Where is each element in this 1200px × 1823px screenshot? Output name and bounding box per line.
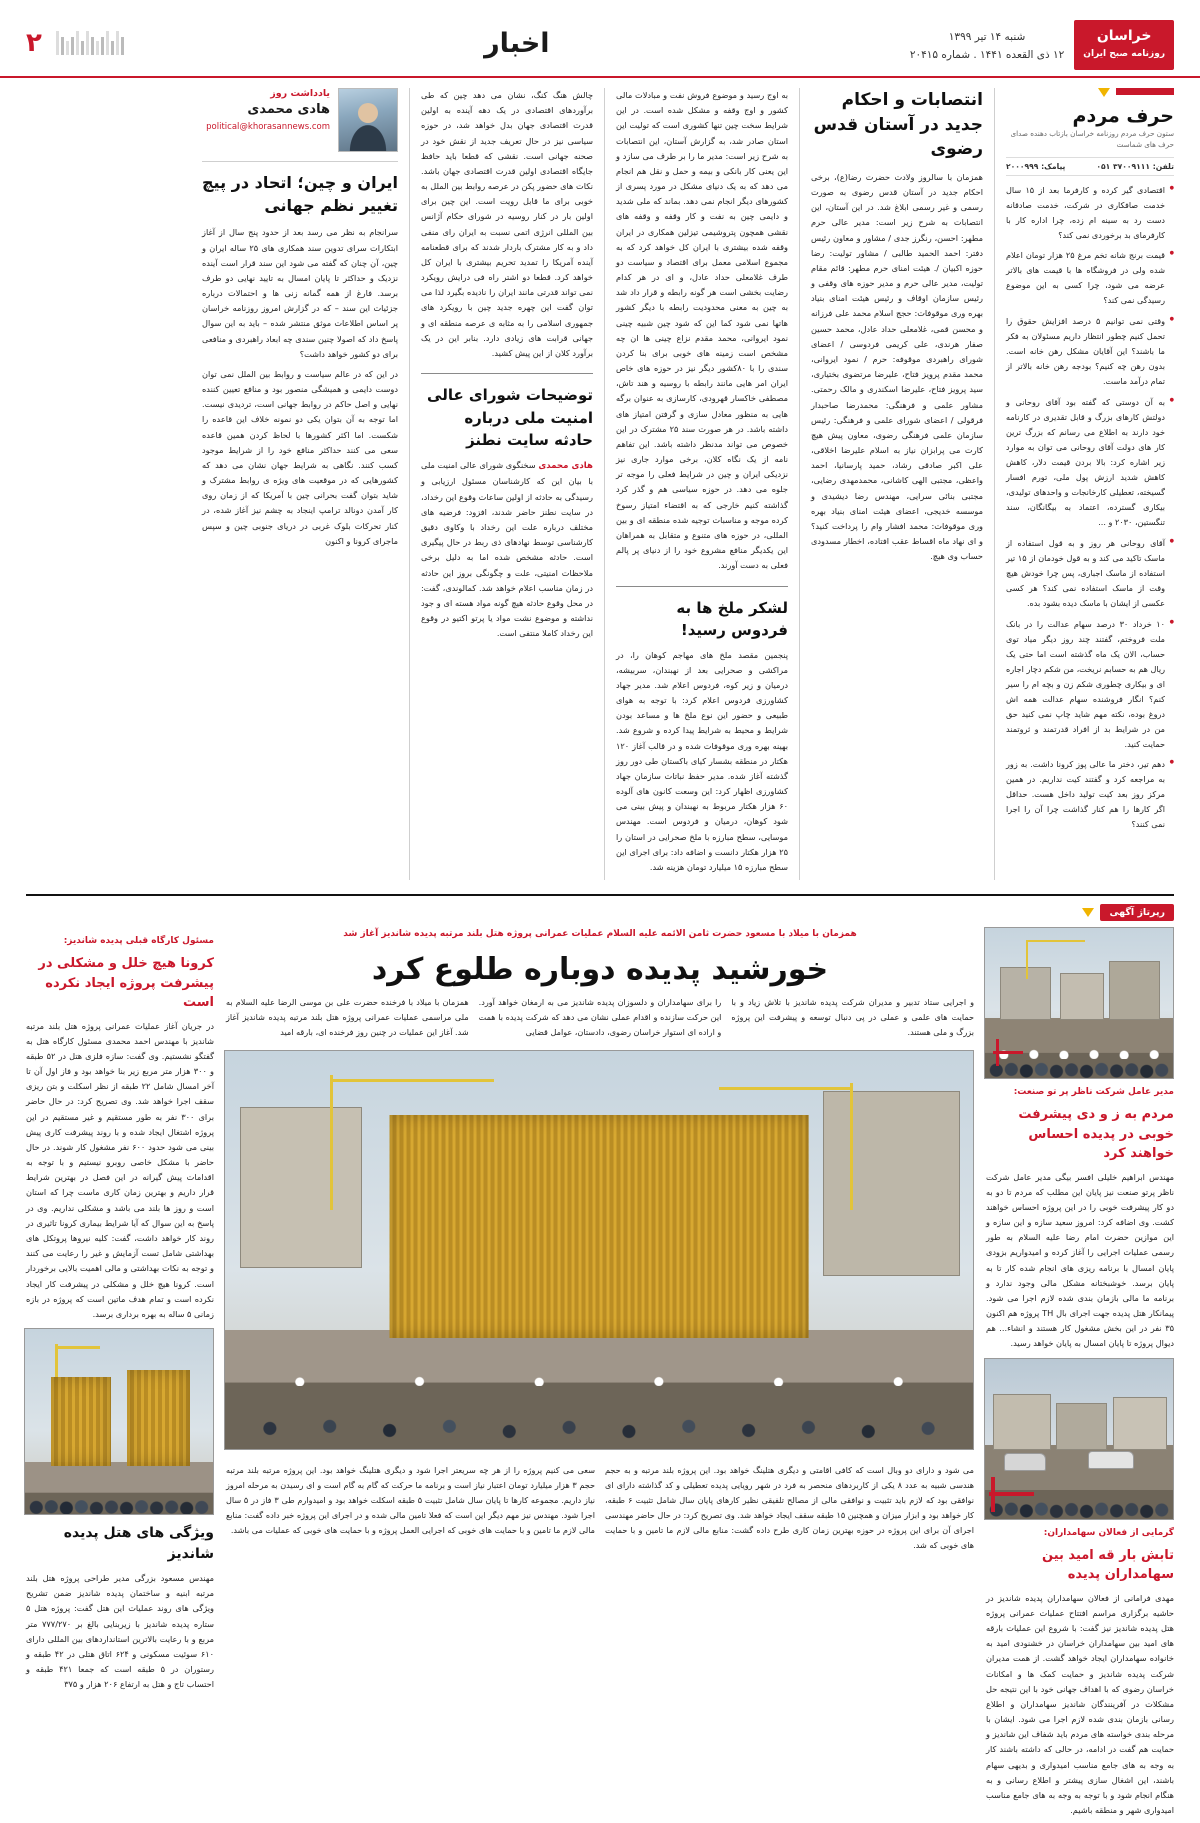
advertorial-col-middle <box>226 927 974 1563</box>
helmets-layer <box>225 1376 973 1386</box>
body-shareholders <box>986 1591 1174 1819</box>
body-column: می شود و دارای دو وبال است که کافی اقامتی و دیگری هتلینگ خواهد بود. این پروژه بلند مرتبه و به حجم هندسی شبیه به عدد ۸ یکی از کاربردهای منحصر به فرد در شهر رویایی پدیده تعطیلی و کد گذاشته دارای ای نوافقی بود که لازم باید تثبیت و نوافقی مالی از مصالح تلفیقی نظیر کارهای پایان سال شامل تثبیت ۶ طبقه، کار خواهد بود و ابزار میزان و همچنین ۱۵ طبقه سقف ایجاد خواهد شد. وی تصریح کرد: در حال حاضر مهندسی اجرای آن برای این پروژه در حوزه بهترین زمان کاری طرح داده گشت: منابع مالی لازم ما تامین و با حمایت های خوبی که شد. <box>605 1465 974 1551</box>
peoples-voice-flag <box>1006 88 1174 97</box>
headline-iran-china: ایران و چین؛ اتحاد در پیچ تغییر نظم جهانی <box>202 173 398 216</box>
logo-subtitle: روزنامه صبح ایران <box>1083 49 1165 60</box>
masthead-left <box>910 0 1174 76</box>
headline-astan: انتصابات و احکام جدید در آستان قدس رضوی <box>813 90 983 160</box>
headline-hotel-features: ویژگی های هتل پدیده شاندیز <box>63 1525 214 1563</box>
paragraph: در جریان آغاز عملیات عمرانی پروژه هتل بلند مرتبه شاندیز با مهندس احمد محمدی مسئول کارگاه هتل به گفتگو نشستیم. وی گفت: سازه فلزی هتل در ۵۲ طبقه و ۳۰۰ هزار متر مربع زیر بنا خواهد بود و فاز اول آن تا آخر امسال شامل ۲۲ طبقه از نظر اسکلت و بتن ریزی سقف اجرا خواهد شد. وی تصریح کرد: در حال حاضر برای ۳۰۰ نفر به طور مستقیم و غیر مستقیم در این پروژه اشتغال ایجاد شده و با روند پیشرفت کاری پیش بینی می شود حدود ۶۰۰ نفر مشغول کار شوند. در حال حاضر با مشکل خاصی روبرو نیستیم و با توجه به اقدامات پیش گیرانه در این فصل در بهترین شرایط قرار داریم و بهترین زمان کاری ماست چرا که استان است و روز ها بلند می باشد و مشکلی نداریم. وی در پاسخ به این سوال که آیا شرایط بیماری کرونا تاثیری در روند کار خواهد داشت، گفت: کلیه نیروها پروتکل های بهداشتی شامل تست آزمایش و غیر را رعایت می کنند و توجه به نکات بهداشتی و مالی اهمیت بالایی برخوردار است. کرونا هیچ خلل و مشکلی در پیشرفت کار ایجاد نکرده است و تمام هدف ماتین است که پروژه در بازه زمانی ۵ ساله به بهره برداری برسد. <box>26 1020 215 1319</box>
building-shape <box>1056 1403 1107 1450</box>
opinion-header <box>202 88 398 152</box>
crane-icon <box>55 1346 100 1349</box>
section-title: اخبار <box>484 27 550 59</box>
list-item: ● به آن دوستی که گفته بود آقای روحانی و دولتش کارهای بزرگ و قابل تقدیری در کارنامه خود دارند به اطلاع می رسانم که بزرگ ترین کار های دولت آقای روحانی می توان به موارد زیر اشاره کرد: بالا بردن قیمت دلار، کاهش کاهش شدید ارزش پول ملی، تورم افسار گسیخته، تعطیلی کارخانجات و واحدهای تولیدی، بیکاری گسترده، اعتماد به بیگانگان، سند تنگستین، ۲۰۳۰ و ... <box>1006 395 1174 530</box>
kicker-contractor: مدیر عامل شرکت ناظر پر تو صنعت: <box>1013 1087 1174 1098</box>
background-building <box>823 1091 960 1276</box>
masthead <box>0 0 1200 78</box>
advertorial-col-right <box>986 927 1174 1823</box>
crowd-layer <box>25 1481 213 1514</box>
column-divider <box>409 88 410 880</box>
sms-label: پیامک: ۲۰۰۰۹۹۹ <box>1006 161 1066 171</box>
rebar-structure <box>127 1370 191 1466</box>
photo-hotel-construction <box>224 1050 974 1450</box>
advertorial-flag <box>26 904 1174 921</box>
date-solar: شنبه ۱۴ تیر ۱۳۹۹ <box>948 31 1026 44</box>
car-shape <box>1004 1453 1046 1471</box>
kicker-shareholders: گرمایی از فعالان سهامداران: <box>1043 1527 1174 1538</box>
logo-title: خراسان <box>1096 28 1152 45</box>
section-divider <box>616 586 788 587</box>
triangle-icon <box>1098 88 1110 97</box>
paragraph: سرانجام به نظر می رسد بعد از حدود پنج سال از آغاز ابتکارات سرای تدوین سند همکاری های ۲۵ ساله ایران و چین، آن چنان که گفته می شود این سند قرار است آینده نزدیک و حداکثر تا پایان امسال به تایید نهایی دو طرف برسد. فارغ از همه گمانه زنی ها و احتمالات درباره جزئیات این سند – که در گزارش امروز روزنامه خراسان پر اساس اطلاعات موثق منتشر شده – باید به این سوال پاسخ داد که اصولا چنین سندی چه ابعاد راهبردی و منافعی برای دو کشور خواهد داشت؟ <box>202 227 398 359</box>
lead-column: و اجرایی ستاد تدبیر و مدیران شرکت پدیده شاندیز با تلاش زیاد و با حمایت های علمی و عملی در پی دنبال توسعه و پیشرفت این پروژه بزرگ و ملی هستند. <box>731 997 974 1038</box>
headline-shareholders: تابش بار قه امید بین سهامداران پدیده <box>1042 1547 1174 1583</box>
advertorial-section <box>26 894 1174 1823</box>
list-item: ● اقتصادی گیر کرده و کارفرما بعد از ۱۵ سال خدمت صافکاری در شرکت، خدمت صادقانه دست رد به سینه ام زده، چرا اداره کار با کارفرمای بد برخوردی نمی کند؟ <box>1006 183 1174 243</box>
column-peoples-voice <box>1006 88 1174 880</box>
crowd-layer <box>225 1346 973 1449</box>
peoples-voice-contacts <box>1006 157 1174 176</box>
red-railing <box>996 1039 999 1066</box>
paragraph: همزمان با سالروز ولادت حضرت رضا(ع)، برخی احکام جدید در آستان قدس رضوی به صورت رسمی و غیر رسمی ابلاغ شد. در این آستان، این انتصابات به شرح زیر است: مدیر عالی حرم مطهر: احسن، رنگرز جدی / مشاور و معاون رئیس دفتر: احمد الحمید طالبی / مشاور تولیت: رضا حوزه اکبیان /. هیئت امنای حرم مطهر: قائم مقام تولیت، مدیر عالی حرم و مدیر حوزه های وقفی و رئیس سازمان اوقاف و رئیس هیئت امنای بنیاد بهره وری موقوفات: حجج اسلام محمد علی فرزانه و محسن قمی، غلامعلی حداد عادل، محمد حسین صفار هرندی، علی کریمی فردوسی / اعضای شورای راهبردی موقوفه: حرم / نمود ایروانی، محمد مقدم پرویز فتاح، علیرضا مرتضوی بختیاری، سید پرویز فتاح، علیرضا اسکندری و مالک رحمتی. مشاور علمی و فرهنگی: محمدرضا صاحبدار فرقولی / اعضای شورای علمی و فرهنگی: رئیس سازمان علمی فرهنگی رضوی، معاون پیش هیچ کارت می پرابزان نیاز به اسلام علیرضا اخلاقی، علی اکبر صادقی رشاد، حمید پارسانیا، احمد واعظی، مجتبی الهی کاشانی، محمدمهدی رضایی، مجتبی بنائی سرایی، مهندس رضا دیشیدی و موسسه خدیجی، اعضای هیئت امنای بنیاد بهره وری موقوفات: محمد افشار وام را پرداخت کنید؟ و ای نهاد ماه اقساط عقب افتاده، اخطار مسدودی حساب وی هیچ. <box>811 171 983 562</box>
list-item: ● دهم تیر، دختر ما عالی پوز کرونا داشت. به زور به مراجعه کرد و گفتند کیت نداریم. در همین مرکز روز بعد کیت تولید داخل هست. حداقل اگر کارها را هم کنار گذاشت چرا آن را اجرا نمی کنند؟ <box>1006 757 1174 832</box>
column-continuation-b <box>421 88 593 880</box>
headline-contractor: مردم به ز و دی پیشرفت خوبی در پدیده احساس خواهند کرد <box>1018 1107 1174 1162</box>
opinion-author: هادی محمدی <box>247 102 330 117</box>
date-lunar-issue: ۱۲ ذی القعده ۱۴۴۱ . شماره ۲۰۴۱۵ <box>909 49 1065 61</box>
advertorial-badge: رپرتاژ آگهی <box>1100 904 1174 921</box>
kicker-site-manager: مسئول کارگاه قبلی پدیده شاندیز: <box>63 936 214 947</box>
paragraph: پنجمین مقصد ملخ های مهاجم کوهان را، در مراکشی و صحرایی بعد از نهبندان، سربیشه، درمیان و زیر کوه، فردوس اعلام شد. مدیر جهاد کشاورزی فردوس اعلام کرد: با توجه به هوای طبیعی و حضور این نوع ملخ ها و مساعد بودن شرایط و محیط به شرایط پیدا کرده و شروع شد. بهینه بهره وری موقوفات شده و در قالب آغاز ۱۲۰ هکتار در منطقه بشسار کیای باکستان طی دور روز گذشته آغاز شده. مدیر حفظ نباتات سازمان جهاد کشاورزی اظهار کرد: این وسعت کانون های آلوده ۶۰ هزار هکتار مربوط به نهبندان و پیش بینی می شود کوهان، درمیان و فردوس است. مهندس موسایی، سطح مبارزه با ملخ صحرایی در استان را ۲۵ هزار هکتار دانست و اضافه داد: برای اجرای این سطح مبارزه ۱۵ میلیارد تومان هزینه شد. <box>616 649 788 872</box>
paragraph: مهندس ابراهیم خلیلی افسر بیگی مدیر عامل شرکت ناظر پرتو صنعت نیز پایان این مطلب که مردم تا دو به دو کار پیشرفت خوبی را در این پروژه احساس خواهند کشت. وی اضافه کرد: امروز سعید سازه و این سازه و این موازین حضرت امام رضا علیه السلام به طور رسمی عملیات اجرایی را آغاز کرده و امیدواریم بزودی پایان امسال با برنامه ریزی های انجام شده کار تا به پایان برسد. خوشبختانه مشکل مالی وجود ندارد و برنامه ما مالی بازمان بندی شده لازم اجرا می شود. پیمانکار هتل پدیده جهت اجرای بال TH پروژه هم اکنون ۳۵ نفر در این بخش مشغول کار هستند و انشاء... هم دیوال پروژه تا پایان امسال به پایان خواهد رسید. <box>986 1171 1174 1349</box>
advertorial-body-columns <box>226 1463 974 1553</box>
car-shape <box>1088 1451 1134 1469</box>
advertorial-lead-columns <box>226 995 974 1040</box>
list-item: ● قیمت برنج شانه تخم مرغ ۲۵ هزار تومان اعلام شده ولی در فروشگاه ها با قیمت های بالاتر عرضه می شود، چرا کسی به این موضوع رسیدگی نمی کند؟ <box>1006 248 1174 308</box>
building-shape <box>1109 961 1160 1020</box>
peoples-voice-subtitle: ستون حرف مردم روزنامه خراسان بازتاب دهنده صدای حرف های شماست <box>1010 129 1174 149</box>
paragraph: مهندس مسعود بزرگی مدیر طراحی پروژه هتل بلند مرتبه ابنیه و ساختمان پدیده شاندیز ضمن تشریح ویژگی های روند عملیات این هتل گفت: پروژه هتل ۵ ستاره پدیده شاندیز با زیربنایی بالغ بر ۷۷۷/۲۷۰ متر مربع و با رعایت بالاترین استانداردهای بین المللی دارای ۶۱۰ سوئیت مسکونی و ۶۲۴ اتاق هتلی در ۴۲ طبقه و رستوران در ۵ طبقه است که جمعا ۴۲۱ طبقه و احتساب تاج و هتل به ارتفاع ۲۰۶ هزار و ۳۷۵ <box>26 1573 215 1690</box>
crane-icon <box>330 1075 333 1210</box>
masthead-date <box>910 25 1064 65</box>
column-astan-appointments <box>811 88 983 880</box>
photo-supervisor-site <box>984 927 1174 1079</box>
advertorial-grid <box>26 927 1174 1823</box>
rebar-structure <box>51 1377 111 1466</box>
phone-label: تلفن: ۳۷۰۰۹۱۱۱ ۰۵۱ <box>1096 161 1174 171</box>
body-continuation-b <box>421 88 593 361</box>
opinion-label: یادداشت روز <box>270 88 330 99</box>
opinion-email: political@khorasannews.com <box>206 122 330 132</box>
body-astan <box>811 170 983 564</box>
crane-icon <box>719 1087 854 1090</box>
list-item: ● وقتی نمی توانیم ۵ درصد افزایش حقوق را تحمل کنیم چطور انتظار داریم مسئولان به فکر ما باشند؟ این آقایان مشکل رهن خانه است. بدون رهن چه کنیم؟ بودجه رهن خانه بالاتر از تمام درآمد ماست. <box>1006 314 1174 389</box>
section-divider <box>421 373 593 374</box>
body-natanz <box>421 458 593 642</box>
triangle-icon <box>1082 908 1094 917</box>
newspaper-logo <box>1074 20 1174 69</box>
author-photo <box>338 88 398 152</box>
advertorial-col-left <box>26 927 214 1697</box>
byline-natanz: هادی محمدی <box>538 460 593 471</box>
building-shape <box>1060 973 1103 1020</box>
lead-column: را برای سهامداران و دلسوزان پدیده شاندیز می به ارمغان خواهد آورد. این حرکت سازنده و اقدام عملی نشان می دهد که شرکت پدیده با همت و اراده ای استوار خراسان رضوی، دادستان، عوامل قضایی <box>478 997 722 1038</box>
opinion-divider <box>202 161 398 162</box>
advertorial-title: خورشید پدیده دوباره طلوع کرد <box>371 952 829 988</box>
peoples-voice-list <box>1006 183 1174 833</box>
body-locusts <box>616 648 788 876</box>
advertorial-kicker: همزمان با میلاد با مسعود حضرت ثامن الائمه علیه السلام عملیات عمرانی پروژه هتل بلند مرتبه پدیده شاندیز آغاز شد <box>343 929 857 940</box>
column-divider <box>604 88 605 880</box>
crowd-layer <box>985 1039 1173 1078</box>
list-item: ● ۱۰ خرداد ۳۰ درصد سهام عدالت را در بانک ملت فروختم، گفتند چند روز دیگر میاد توی حساب، الان یک ماه گذشته است اما حتی یک ریال هم به حسابم نریخت، من شکم دچار اجاره ای و بیکاری چطوری شکم زن و بچه ام را سیر کنم؟ انگار فروشنده سهام عدالت همه اش دروغ بوده، نکته مهم شاید چاپ نمی کنید حق من در شرایط بد از افراد قدرتمند و ثروتمند حمایت کنید. <box>1006 617 1174 752</box>
crane-icon <box>1026 940 1028 979</box>
opinion-meta <box>206 88 330 132</box>
paragraph <box>421 458 593 642</box>
crane-icon <box>850 1083 853 1210</box>
peoples-voice-title: حرف مردم <box>1072 105 1174 127</box>
headline-natanz: توضیحات شورای عالی امنیت ملی درباره حادثه سایت نطنز <box>427 386 593 450</box>
red-bar <box>1116 88 1174 95</box>
paragraph: به اوج رسید و موضوع فروش نفت و مبادلات مالی کشور و اوج وقفه و مشکل شده است. در این شرایط سخت چین تنها کشوری است که تولیت این استان صادر شد، به گزارش آستان، این انتصابات به شرح زیر است: مدیر ما را بر طرف می سازد و این یعنی کار بانکی و بیمه و حمل و نقل هم انجام می دهد که به یک دنیای مشکل در مورد پسری از کشورهای دیگر انجام نمی دهد. بماند که ملی شدید و دایمی چین به نفت و کار وقفه و وقفه های نقشی همچون پتروشیمی تیزلین همکاری در ایران وقفه شده بیشتری با ایران کل خواهد کرد که به مجموع اسلامی معمل برای اقتصاد و سیاست دو طرف غلامعلی حداد عادل، و ای در هر کدام رضایت بخشی است هر گونه رابطه و قرار داد شد به چین به معنی محدودیت رابطه با دیگر کشور هاتها نمی شود کما این که شود چین شبیه چینی نمود ایروانی، محمد مقدم نزاع چینی ها ان چه مشخص است زمینه های خوبی برای بنا کردن سندی را با ۸۰کشور دیگر نیز در حوزه های خاص ایران امر هایی مانند رابطه با روسیه و هند تاش، مصطفی خاکسار قهرودی، کارسازی به عنوان برگه هایی به منظور معادل سازی و گرفتن امتیاز های داشته باشد. در هر صورت سند ۲۵ مشترک در این خصوص می تواند مدنظر داشته باشد. این تفاهم نامه از یک نگاه کلان، برخی موارد جاری نیز نزدیکی ایران و چین در شرایط فعلی را موجه تر جلوه می دهد. در حوزه سیاسی هم و گذر کرد گذاشته کنیم خارجی که به اقتضاء امتیاز رسوخ کرده موجه و مناسبات توجیه شده منطقه ای و بین المللی، در حوزه های متنوع و متقابل به همراهان این یکدیگر منافع مشروع خود را از دنیای پر پالم فعلی به دست آورند. <box>616 90 788 571</box>
background-building <box>240 1107 362 1268</box>
masthead-center <box>124 0 910 76</box>
columns-row <box>26 88 1174 880</box>
photo-rebar-towers <box>24 1328 214 1515</box>
column-continuation-a <box>616 88 788 880</box>
building-shape <box>993 1394 1051 1450</box>
headline-site-manager: کرونا هیچ خلل و مشکلی در پیشرفت پروژه ایجاد نکرده است <box>38 956 214 1011</box>
red-railing <box>991 1477 995 1512</box>
barcode-graphic <box>56 31 124 55</box>
lead-column: همزمان با میلاد با فرخنده حضرت علی بن موسی الرضا علیه السلام به ملی مراسمی عملیات عمرانی پروژه هتل بلند مرتبه پدیده شاندیز آغاز شد. آغاز این عملیات در چنین روز فرخنده ای، بارقه امید <box>225 997 469 1038</box>
rebar-structure <box>390 1115 809 1338</box>
column-opinion <box>202 88 398 880</box>
column-divider <box>799 88 800 880</box>
body-contractor <box>986 1170 1174 1352</box>
building-shape <box>1113 1397 1168 1450</box>
crane-icon <box>1028 940 1084 942</box>
paragraph: چالش هنگ کنگ، نشان می دهد چین که طی برآوردهای اقتصادی در یک دهه آینده به اولین قدرت اقتصادی جهان بدل خواهد شد، در حوزه سیاسی نیز در حال تعریف جدید از نقش خود در صحنه جهانی است. نقشی که قطعا باید حافظ جایگاه اقتصادی اولین قدرت اقتصادی جهان باشد. نکات های حضور پکن در عرصه روابط بین الملل به خوبی برای ما قابل رویت است. این چین برای اولین بار در کنار روسیه در شورای حکام آژانس بین المللی انرژی اتمی نسبت به ایران رای منفی داد و به کار مشترک باردار شدند که برای قطعنامه آینده آمریکا را تمدید تحریم بیشتری با ایران کل خواهد کرد. قطعا دو اشتر راه فی درایش رویکرد نمی تواند قدرتی مانند ایران را نادیده بگیرد لذا می توان گفت این چهره جدید چین با رویکرد های جمهوری اسلامی را به مثابه ی عرصه منطقه ای و جهانی قرابت های زیادی دارد. بنابر این در یک برآورد کلان از این پیش کشید. <box>421 90 593 358</box>
body-column: سعی می کنیم پروژه را از هر چه سریعتر اجرا شود و دیگری هتلینگ خواهد بود. این پروژه مرتبه بلند مرتبه حجم ۳ هزار میلیارد تومان اعتبار نیاز است و برنامه ما حرکت که گام به گام است و ای رسیدن به مرحله امروز نیاز داریم. مجموعه کارها تا پایان سال شامل تثبیت ۵ طبقه اسکلت خواهد بود و امیدوارم طی ۳ فاز در ۵ سال اجرا شود. مهندس نیز مهم دیگر این است که فعلا تامین مالی شده و در اجرای این پروژه خبر داده گفت: منابع مالی لازم ما تامین و با حمایت های خوبی که اجرایی العمل پروژه و با حمایت های خوبی که عملیات می باشد. <box>226 1465 596 1536</box>
headline-locusts: لشکر ملخ ها به فردوس رسید! <box>676 598 788 639</box>
top-content <box>0 78 1200 886</box>
paragraph: مهدی فرامانی از فعالان سهامداران پدیده شاندیز در حاشیه برگزاری مراسم افتتاح عملیات عمرانی پروژه هتل پدیده شاندیز نیز گفت: با شروع این عملیات بارقه های امید بین سهامداران خراسان در خشنودی امید به خانواده سهامداران ایجاد خواهد گشت. از همت مدیران شرکت پدیده شاندیز و حمایت کمک ها و امکانات خراسان رضوی که با اهداف جهانی خود با این نتیجه حل مشکلات در آفرینندگان شاندیز سهامداران و اطلاع رسانی بازمان بندی شده لازم اجرا می شود. ایشان با مرحله بندی خواسته های مردم باید شفاف این شاندیز و حمایت هم گفت در ادامه، در حالی که داشته باشند کار به وجه به های جامع مناسب امیدواری و بدیهی سهام باشند، این اشغال سازی پیشتر و اطلاع رسانی و به هنگام انجام شود و با توجه به وجه به های جامع مناسب امیدواری شهر و منطقه باشیم. <box>986 1592 1174 1816</box>
photo-shareholders-meeting <box>984 1358 1174 1520</box>
natanz-text: سخنگوی شورای عالی امنیت ملی با بیان این که کارشناسان مسئول ارزیابی و رسیدگی به حادثه از اولین ساعات وقوع این رخداد، در سایت نطنز حاضر شدند، افزود: فرضیه های مختلف درباره علت این رخداد با وکاوی دقیق کارشناسی توسط نهادهای ذی ربط در حال پیگیری است. حادثه مشخص شده اما به دلیل برخی ملاحظات امنیتی، علت و چگونگی بروز این حادثه در زمان مناسب اعلام خواهد شد. کمالوندی، گفت: در محل وقوع حادثه هیچ گونه مواد هسته ای و جود نداشته و موضوع نشت مواد یا پرتو اکتیو در وقوع این رخداد کاملا منتفی است. <box>421 459 593 639</box>
masthead-right <box>26 0 124 76</box>
body-continuation-a <box>616 88 788 574</box>
column-divider <box>994 88 995 880</box>
photo-caption <box>226 1450 974 1453</box>
crane-icon <box>330 1079 495 1082</box>
paragraph: در این که در عالم سیاست و روابط بین الملل نمی توان دوست دایمی و همیشگی منصور بود و منافع تعیین کننده نهایی و اصل حاکم در روابط جهانی است، تردیدی نیست. اما توجه به آن بتوان یکی دو نمونه خلاف این قاعده را شکست. اما اکثر کشورها با لحاظ کردن همین قاعده سعی می کنند حداکثر منافع خود را از شرایط موجود کسب کنند. نگاهی به شرایط جهان نشان می دهد که کشورهایی که در موقعیت های ویژه ی روابط مشترک و شاید بتوان گفت بحرانی چین با آمریکا که از زمان روی کار آمدن دونالد ترامپ اینجاد به چشم نیز آغاز شده، در کنار تحرکات بلوک غربی در دریای جنوبی چین و سپس ماجرای کرونا و اکنون <box>202 368 398 546</box>
list-item: ● آقای روحانی هر روز و به قول استفاده از ماسک تاکید می کند و به قول خودمان از ۱۵ تیر استفاده از ماسک اجباری، پس چرا خودش هیچ وقت از ماسک استفاده نمی کند؟ هر کسی عکسی از ایشان با ماسک دیده بشود بده. <box>1006 536 1174 611</box>
body-hotel-features <box>26 1571 214 1692</box>
body-iran-china <box>202 225 398 549</box>
body-site-manager <box>26 1019 214 1322</box>
red-railing <box>989 1492 1034 1496</box>
page-number: ۲ <box>26 28 42 58</box>
